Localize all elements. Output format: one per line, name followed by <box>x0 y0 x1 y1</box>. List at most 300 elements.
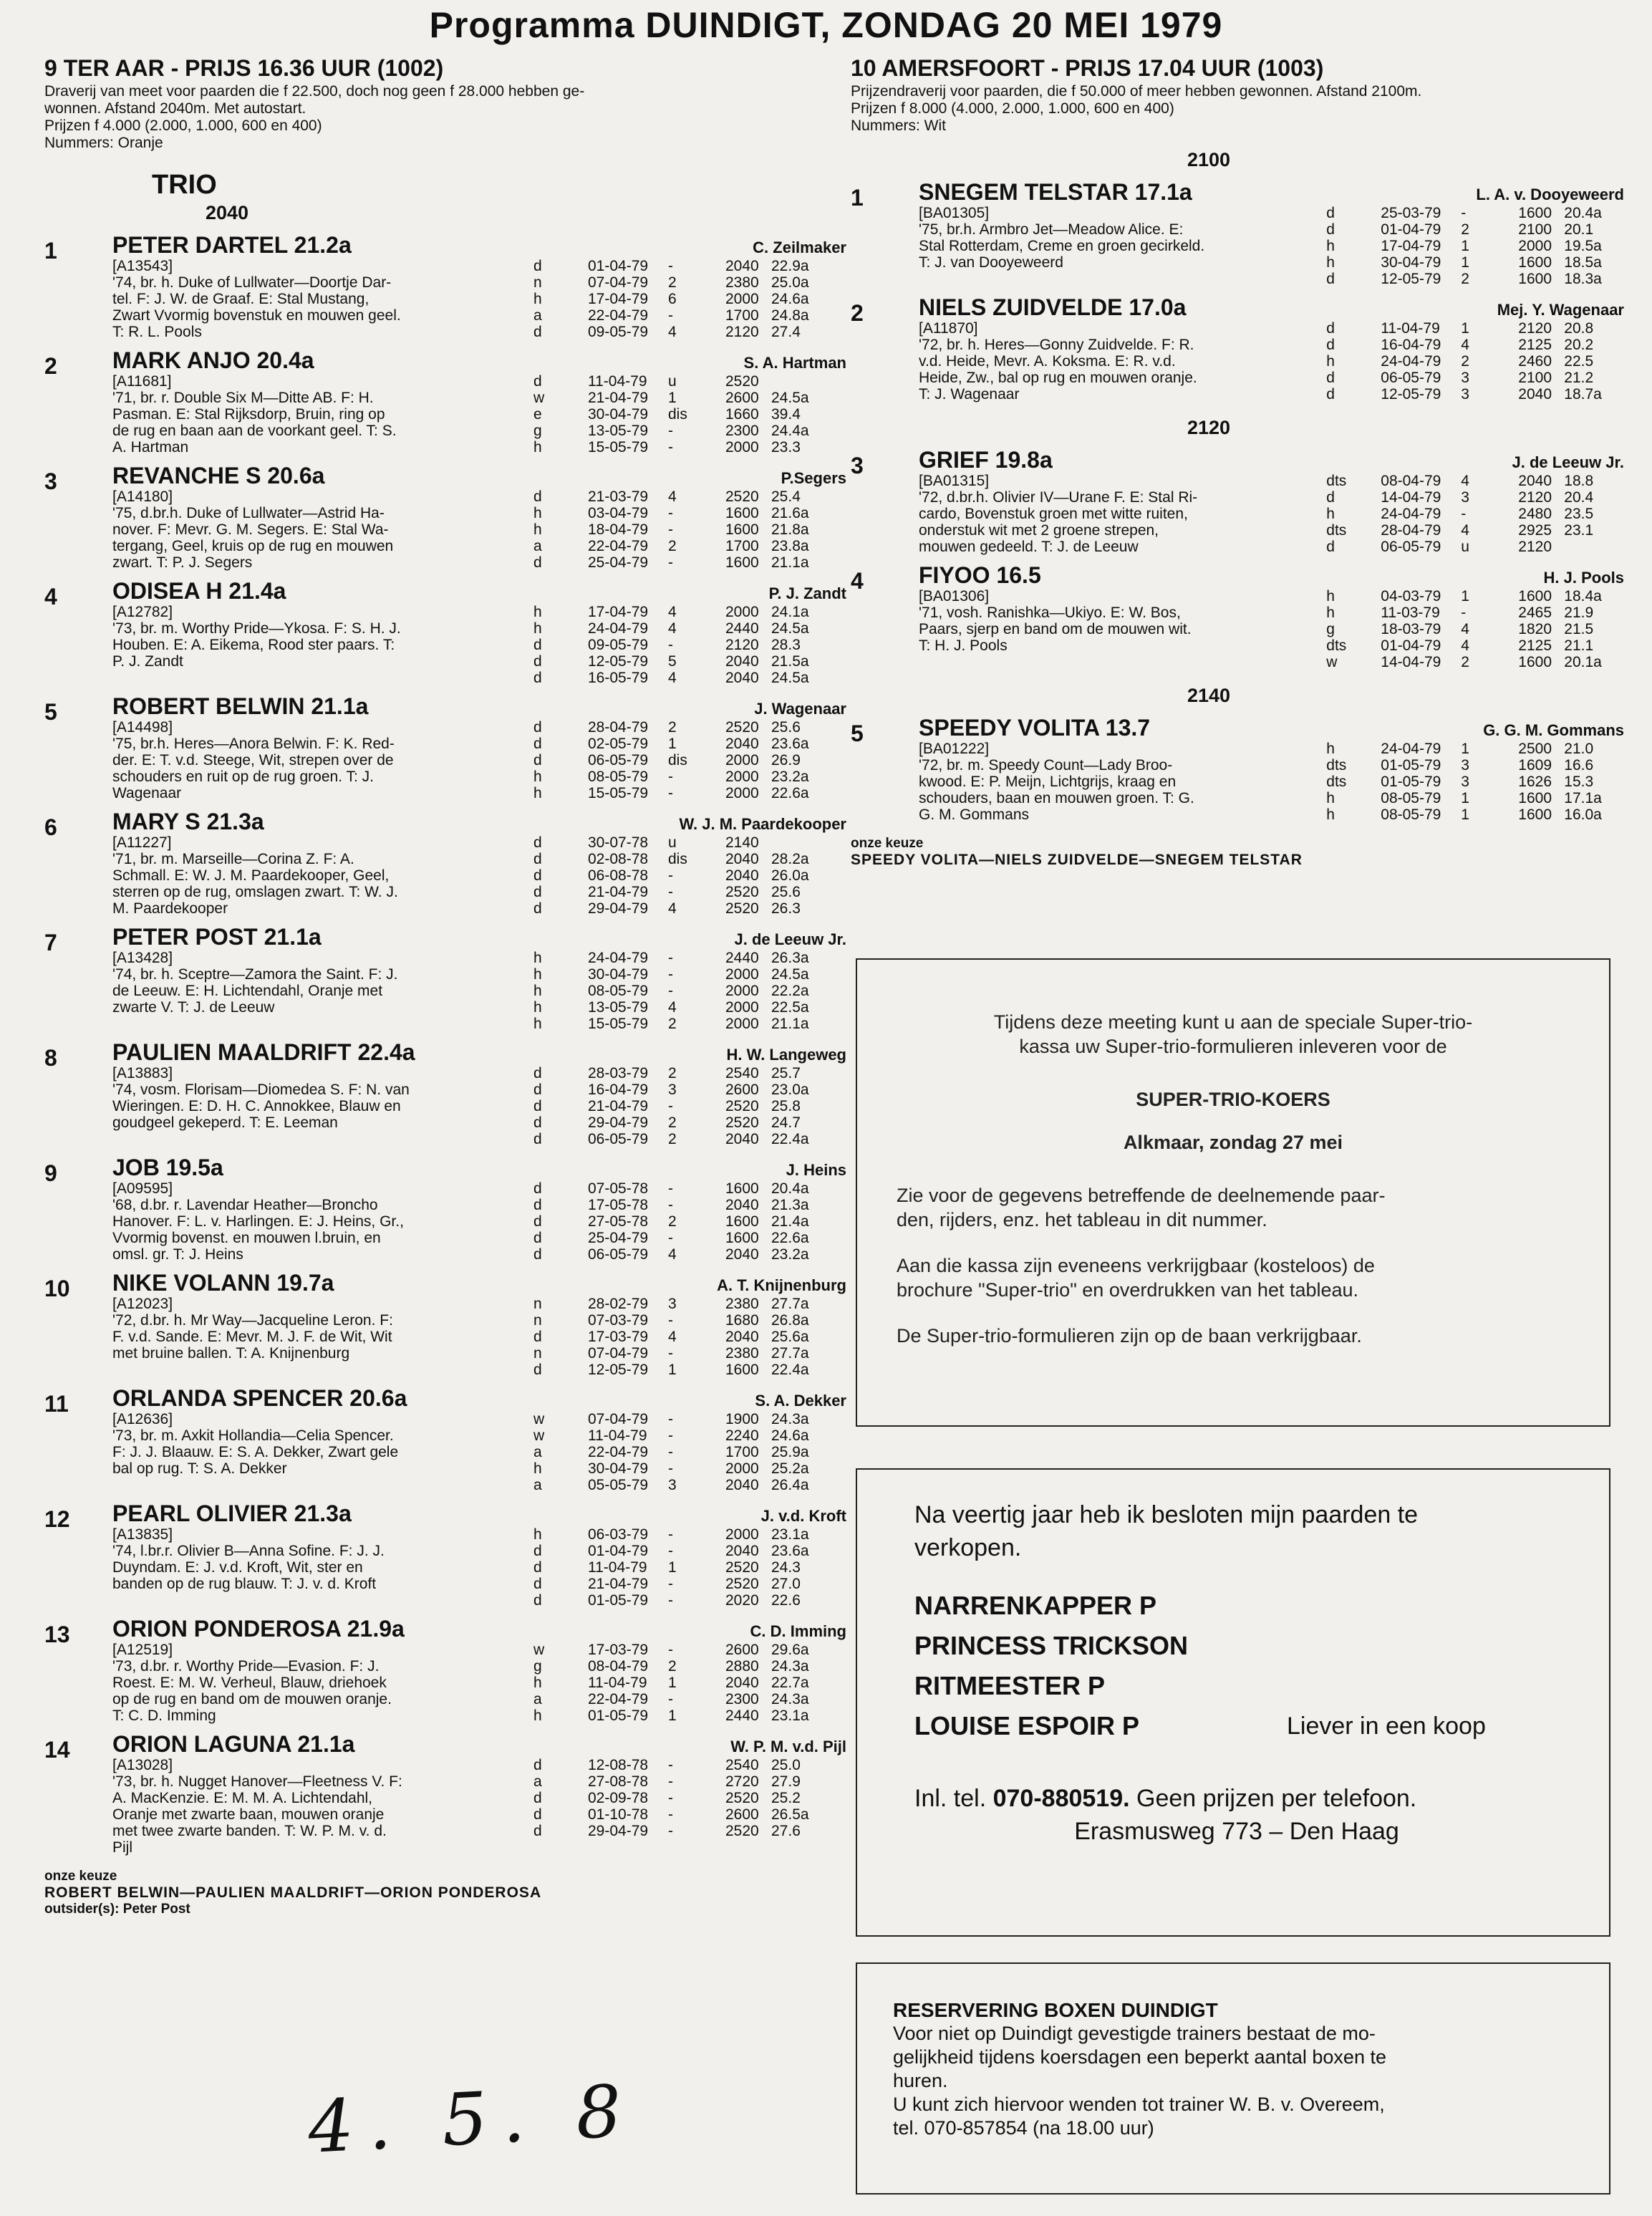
stat-distance: 2040 <box>725 736 759 752</box>
horse-desc-line: '71, br. m. Marseille—Corina Z. F: A. <box>112 851 354 867</box>
stat-track: d <box>533 1362 542 1378</box>
stat-row <box>533 1790 827 1806</box>
stat-distance: 2480 <box>1518 506 1552 522</box>
stat-date: 12-08-78 <box>588 1757 649 1773</box>
stat-track: h <box>1326 506 1335 522</box>
stat-distance: 2040 <box>725 258 759 274</box>
stat-distance: 2600 <box>725 1081 759 1098</box>
horse-description <box>112 373 513 456</box>
horse-desc-line: zwarte V. T: J. de Leeuw <box>112 999 275 1016</box>
stat-row <box>533 274 827 291</box>
horse-number: 9 <box>44 1160 57 1186</box>
horse-name: FIYOO 16.5 <box>919 562 1041 588</box>
stat-date: 21-04-79 <box>588 1576 649 1592</box>
sale-horse-name: RITMEESTER P <box>914 1671 1106 1700</box>
stat-date: 01-05-79 <box>1381 774 1441 790</box>
stat-distance: 2600 <box>725 390 759 406</box>
stat-date: 06-05-79 <box>588 752 649 769</box>
stat-row <box>533 1559 827 1576</box>
stat-row <box>533 604 827 620</box>
horse-desc-line: '74, br. h. Duke of Lullwater—Doortje Dar- <box>112 274 392 291</box>
stat-distance: 2040 <box>725 653 759 670</box>
stat-date: 04-03-79 <box>1381 588 1441 604</box>
stat-date: 11-04-79 <box>588 373 647 390</box>
stat-row <box>1326 506 1624 522</box>
stat-track: h <box>1326 254 1335 271</box>
stat-date: 11-04-79 <box>588 1559 647 1576</box>
stat-time: 24.8a <box>771 307 809 324</box>
stat-date: 18-04-79 <box>588 521 649 538</box>
horse-entry <box>851 562 1624 670</box>
horse-trainer: C. Zeilmaker <box>753 239 846 256</box>
horse-desc-line: '72, d.br.h. Olivier IV—Urane F. E: Stal Ri- <box>919 489 1198 506</box>
stat-time: 26.3 <box>771 900 801 917</box>
stat-track: h <box>1326 353 1335 370</box>
stat-track: d <box>533 1592 542 1609</box>
horse-desc-line: onderstuk wit met 2 groene strepen, <box>919 522 1159 539</box>
stat-time: 29.6a <box>771 1642 809 1658</box>
horse-trainer: P. J. Zandt <box>768 584 846 602</box>
stat-place: - <box>668 1642 673 1658</box>
stat-date: 18-03-79 <box>1381 621 1441 637</box>
horse-desc-line: goudgeel gekeperd. T: E. Leeman <box>112 1114 338 1131</box>
horse-desc-line: M. Paardekooper <box>112 900 228 917</box>
horse-number: 5 <box>44 699 57 725</box>
stat-place: 2 <box>668 1114 677 1131</box>
stat-track: d <box>533 1230 542 1246</box>
stat-time: 24.6a <box>771 291 809 307</box>
stat-track: a <box>533 1773 542 1790</box>
stat-row <box>533 1773 827 1790</box>
horse-name: GRIEF 19.8a <box>919 447 1053 473</box>
stat-row <box>533 1543 827 1559</box>
stat-place: - <box>668 1345 673 1362</box>
stat-row <box>1326 473 1624 489</box>
sale-tel <box>914 1782 1559 1815</box>
stat-place: 1 <box>1461 254 1469 271</box>
horse-desc-line: '73, br. m. Worthy Pride—Ykosa. F: S. H. J. <box>112 620 401 637</box>
stat-track: d <box>1326 337 1335 353</box>
horse-details <box>112 719 846 801</box>
stat-place: 1 <box>668 1707 677 1724</box>
stat-time: 24.3a <box>771 1691 809 1707</box>
horse-details <box>112 488 846 571</box>
stat-row <box>533 1362 827 1378</box>
horse-description <box>919 320 1315 403</box>
stat-distance: 2520 <box>725 900 759 917</box>
stat-track: d <box>533 1559 542 1576</box>
horse-name: MARY S 21.3a <box>112 809 264 834</box>
stat-place: 4 <box>668 604 677 620</box>
stat-time: 15.3 <box>1564 774 1594 790</box>
horse-desc-line: '71, vosh. Ranishka—Ukiyo. E: W. Bos, <box>919 604 1181 621</box>
p2-line: den, rijders, enz. het tableau in dit nummer. <box>897 1209 1267 1230</box>
race-9-title: 9 TER AAR - PRIJS 16.36 UUR (1002) <box>44 55 444 81</box>
horse-body <box>112 578 846 686</box>
stat-place: - <box>668 1823 673 1839</box>
race-desc-line: Nummers: Wit <box>851 117 946 134</box>
stat-distance: 1600 <box>725 521 759 538</box>
horse-desc-line: [A14498] <box>112 719 173 736</box>
horse-desc-line: '75, d.br.h. Duke of Lullwater—Astrid Ha- <box>112 505 385 521</box>
sale-note: Liever in een koop <box>1287 1712 1486 1740</box>
horse-description <box>112 1642 513 1724</box>
p3-line: brochure "Super-trio" en overdrukken van het tableau. <box>897 1279 1359 1301</box>
horse-details <box>112 1411 846 1493</box>
stat-place: 3 <box>668 1296 677 1312</box>
stat-distance: 2040 <box>1518 473 1552 489</box>
horse-name: SPEEDY VOLITA 13.7 <box>919 715 1151 741</box>
stat-place: 6 <box>668 291 677 307</box>
stat-place: 4 <box>668 900 677 917</box>
horse-header <box>112 463 846 488</box>
stat-track: h <box>533 439 542 456</box>
horse-details <box>112 1757 846 1856</box>
stat-track: h <box>1326 238 1335 254</box>
stat-track: dts <box>1326 637 1347 654</box>
stat-distance: 2540 <box>725 1065 759 1081</box>
stat-row <box>1326 254 1624 271</box>
stat-date: 01-04-79 <box>588 1543 649 1559</box>
reservation-line: gelijkheid tijdens koersdagen een beperkt aantal boxen te <box>893 2046 1386 2068</box>
stat-place: 2 <box>1461 271 1469 287</box>
horse-desc-line: A. MacKenzie. E: M. M. A. Lichtendahl, <box>112 1790 372 1806</box>
stat-distance: 2120 <box>1518 539 1552 555</box>
stat-track: d <box>533 1081 542 1098</box>
keuze-label-10: onze keuze <box>851 836 924 851</box>
horse-stats <box>533 1757 827 1856</box>
stat-date: 29-04-79 <box>588 1114 649 1131</box>
horse-name: ROBERT BELWIN 21.1a <box>112 693 369 719</box>
stat-time: 24.3a <box>771 1411 809 1427</box>
horse-entry <box>44 1270 846 1378</box>
stat-distance: 2240 <box>725 1427 759 1444</box>
stat-row <box>533 769 827 785</box>
horse-header <box>919 179 1624 205</box>
horse-desc-line: Pijl <box>112 1839 133 1856</box>
stat-place: - <box>1461 205 1467 221</box>
stat-row <box>533 1757 827 1773</box>
stat-date: 21-04-79 <box>588 1098 649 1114</box>
horse-desc-line: [BA01222] <box>919 741 990 757</box>
stat-row <box>533 1098 827 1114</box>
stat-distance: 2440 <box>725 1707 759 1724</box>
stat-place: 2 <box>668 274 677 291</box>
stat-distance: 2520 <box>725 1790 759 1806</box>
stat-place: - <box>668 867 673 884</box>
stat-row <box>533 1296 827 1312</box>
stat-time: 27.9 <box>771 1773 801 1790</box>
stat-date: 08-04-79 <box>588 1658 649 1675</box>
horse-desc-line: Paars, sjerp en band om de mouwen wit. <box>919 621 1192 637</box>
stat-date: 15-05-79 <box>588 1016 649 1032</box>
super-trio-box <box>856 958 1610 1427</box>
stat-place: 2 <box>668 1213 677 1230</box>
horse-header <box>112 693 846 719</box>
horse-desc-line: F. v.d. Sande. E: Mevr. M. J. F. de Wit, Wit <box>112 1329 392 1345</box>
stat-track: a <box>533 1477 542 1493</box>
stat-date: 16-04-79 <box>1381 337 1441 353</box>
horse-header <box>112 232 846 258</box>
stat-track: h <box>1326 588 1335 604</box>
horse-desc-line: [A11870] <box>919 320 978 337</box>
stat-distance: 1600 <box>1518 271 1552 287</box>
stat-row <box>533 851 827 867</box>
stat-track: a <box>533 1691 542 1707</box>
horse-trainer: J. de Leeuw Jr. <box>734 930 846 948</box>
stat-track: dts <box>1326 774 1347 790</box>
stat-track: h <box>533 966 542 983</box>
stat-track: d <box>533 752 542 769</box>
p3-line: Aan die kassa zijn eveneens verkrijgbaar (kosteloos) de <box>897 1255 1375 1276</box>
stat-place: 2 <box>1461 221 1469 238</box>
intro-line: kassa uw Super-trio-formulieren inleveren voor de <box>1019 1036 1447 1057</box>
horse-stats <box>533 950 827 1032</box>
horse-desc-line: '71, br. r. Double Six M—Ditte AB. F: H. <box>112 390 374 406</box>
horse-stats <box>533 488 827 571</box>
horse-description <box>112 950 513 1032</box>
stat-time: 26.9 <box>771 752 801 769</box>
stat-row <box>533 719 827 736</box>
stat-row <box>533 1197 827 1213</box>
horse-number: 3 <box>44 468 57 494</box>
stat-row <box>533 1592 827 1609</box>
stat-row <box>1326 238 1624 254</box>
horse-header <box>919 447 1624 473</box>
stat-time: 20.1 <box>1564 221 1594 238</box>
stat-row <box>533 1131 827 1147</box>
stat-row <box>533 1658 827 1675</box>
stat-row <box>533 1213 827 1230</box>
reservation-line: Voor niet op Duindigt gevestigde trainers bestaat de mo- <box>893 2023 1376 2044</box>
horse-description <box>112 1296 513 1378</box>
stat-place: - <box>1461 604 1467 621</box>
stat-place: - <box>668 785 673 801</box>
stat-distance: 2000 <box>725 769 759 785</box>
stat-time: 21.1a <box>771 1016 809 1032</box>
horse-desc-line: kwood. E: P. Meijn, Lichtgrijs, kraag en <box>919 774 1177 790</box>
horse-number: 1 <box>851 185 864 211</box>
stat-row <box>533 538 827 554</box>
stat-row <box>533 900 827 917</box>
horse-name: PETER POST 21.1a <box>112 924 322 950</box>
stat-time: 25.8 <box>771 1098 801 1114</box>
stat-distance: 2040 <box>1518 386 1552 403</box>
stat-track: d <box>533 637 542 653</box>
stat-track: d <box>533 373 542 390</box>
stat-place: 4 <box>668 1246 677 1263</box>
stat-row <box>1326 790 1624 806</box>
stat-date: 07-04-79 <box>588 1411 649 1427</box>
stat-place: 3 <box>668 1081 677 1098</box>
stat-row <box>533 1675 827 1691</box>
horse-desc-line: cardo, Bovenstuk groen met witte ruiten, <box>919 506 1188 522</box>
horse-number: 12 <box>44 1506 70 1532</box>
horse-details <box>112 258 846 340</box>
stat-track: h <box>533 620 542 637</box>
super-trio-p3 <box>897 1253 1570 1302</box>
stat-distance: 1900 <box>725 1411 759 1427</box>
horse-stats <box>1326 320 1624 403</box>
stat-distance: 2040 <box>725 851 759 867</box>
stat-date: 12-05-79 <box>588 1362 649 1378</box>
stat-track: d <box>1326 489 1335 506</box>
horse-desc-line: bal op rug. T: S. A. Dekker <box>112 1460 287 1477</box>
stat-place: 4 <box>1461 337 1469 353</box>
stat-track: e <box>533 406 542 423</box>
stat-time: 26.8a <box>771 1312 809 1329</box>
stat-row <box>1326 654 1624 670</box>
stat-track: n <box>533 1345 542 1362</box>
stat-track: d <box>533 1131 542 1147</box>
horse-desc-line: schouders, baan en mouwen groen. T: G. <box>919 790 1194 806</box>
stat-time: 22.2a <box>771 983 809 999</box>
stat-row <box>533 752 827 769</box>
stat-distance: 2000 <box>725 1016 759 1032</box>
horse-desc-line: Vvormig bovenst. en mouwen l.bruin, en <box>112 1230 381 1246</box>
stat-time: 21.3a <box>771 1197 809 1213</box>
stat-place: 1 <box>668 1362 677 1378</box>
horse-stats <box>1326 473 1624 555</box>
race-10-description <box>851 83 1624 135</box>
stat-date: 30-04-79 <box>588 1460 649 1477</box>
stat-row <box>533 373 827 390</box>
stat-date: 09-05-79 <box>588 637 649 653</box>
stat-row <box>533 1576 827 1592</box>
horse-entry <box>44 232 846 340</box>
horse-details <box>919 320 1624 403</box>
trio-label: TRIO <box>152 170 217 200</box>
stat-distance: 2000 <box>1518 238 1552 254</box>
stat-track: d <box>533 1806 542 1823</box>
horse-description <box>112 1411 513 1493</box>
stat-row <box>1326 337 1624 353</box>
horse-number: 3 <box>851 453 864 478</box>
horse-entry <box>851 294 1624 403</box>
stat-track: d <box>533 736 542 752</box>
stat-distance: 2300 <box>725 1691 759 1707</box>
stat-date: 01-05-79 <box>1381 757 1441 774</box>
stat-place: dis <box>668 406 687 423</box>
stat-date: 08-05-79 <box>1381 790 1441 806</box>
horse-body <box>112 1731 846 1856</box>
horse-name: NIKE VOLANN 19.7a <box>112 1270 334 1296</box>
stat-row <box>533 1691 827 1707</box>
p2-line: Zie voor de gegevens betreffende de deelnemende paar- <box>897 1185 1386 1206</box>
stat-track: h <box>533 769 542 785</box>
stat-distance: 1660 <box>725 406 759 423</box>
horse-name: PAULIEN MAALDRIFT 22.4a <box>112 1039 415 1065</box>
stat-place: 4 <box>668 670 677 686</box>
horse-desc-line: '68, d.br. r. Lavendar Heather—Broncho <box>112 1197 378 1213</box>
horse-desc-line: [A12782] <box>112 604 173 620</box>
sale-horse <box>914 1706 1559 1746</box>
stat-time: 25.2a <box>771 1460 809 1477</box>
stat-place: - <box>668 439 673 456</box>
stat-track: h <box>1326 604 1335 621</box>
horse-description <box>919 473 1315 555</box>
stat-place: 4 <box>668 620 677 637</box>
stat-date: 21-04-79 <box>588 884 649 900</box>
stat-row <box>533 1312 827 1329</box>
stat-track: dts <box>1326 757 1347 774</box>
stat-place: - <box>668 983 673 999</box>
stat-place: u <box>1461 539 1469 555</box>
stat-row <box>533 324 827 340</box>
stat-time: 22.5a <box>771 999 809 1016</box>
stat-distance: 2500 <box>1518 741 1552 757</box>
stat-distance: 2100 <box>1518 370 1552 386</box>
horse-desc-line: T: H. J. Pools <box>919 637 1008 654</box>
stat-distance: 2440 <box>725 620 759 637</box>
sale-horse <box>914 1586 1559 1626</box>
horse-desc-line: '72, br. m. Speedy Count—Lady Broo- <box>919 757 1173 774</box>
keuze-text: ROBERT BELWIN—PAULIEN MAALDRIFT—ORION PONDEROSA <box>44 1884 542 1901</box>
stat-place: - <box>668 307 673 324</box>
horse-desc-line: Wagenaar <box>112 785 182 801</box>
outsider-text: outsider(s): Peter Post <box>44 1902 190 1917</box>
stat-date: 07-05-78 <box>588 1180 649 1197</box>
stat-time: 23.2a <box>771 769 809 785</box>
horse-sale-box <box>856 1468 1610 1937</box>
stat-place: 2 <box>668 1131 677 1147</box>
stat-date: 01-05-79 <box>588 1592 649 1609</box>
horse-description <box>112 719 513 801</box>
horse-header <box>112 578 846 604</box>
stat-date: 24-04-79 <box>1381 353 1441 370</box>
horse-header <box>112 1731 846 1757</box>
horse-details <box>919 588 1624 670</box>
stat-time: 21.8a <box>771 521 809 538</box>
horse-entry <box>851 447 1624 555</box>
horse-stats <box>533 1411 827 1493</box>
stat-time: 21.1a <box>771 554 809 571</box>
stat-place: - <box>668 966 673 983</box>
horse-trainer: H. W. Langeweg <box>726 1046 846 1064</box>
stat-track: h <box>533 1675 542 1691</box>
stat-time: 24.3 <box>771 1559 801 1576</box>
horse-trainer: S. A. Dekker <box>755 1392 846 1410</box>
stat-row <box>1326 774 1624 790</box>
stat-date: 24-04-79 <box>588 620 649 637</box>
stat-row <box>533 1329 827 1345</box>
stat-time: 23.1a <box>771 1707 809 1724</box>
stat-row <box>533 834 827 851</box>
stat-row <box>533 505 827 521</box>
stat-track: w <box>533 1411 545 1427</box>
stat-row <box>1326 637 1624 654</box>
stat-date: 17-05-78 <box>588 1197 649 1213</box>
stat-date: 25-03-79 <box>1381 205 1441 221</box>
horse-body <box>112 347 846 456</box>
horse-details <box>112 834 846 917</box>
stat-time: 20.4a <box>771 1180 809 1197</box>
stat-distance: 2465 <box>1518 604 1552 621</box>
sale-horse <box>914 1626 1559 1666</box>
stat-date: 13-05-79 <box>588 999 649 1016</box>
stat-date: 30-04-79 <box>588 406 649 423</box>
page-title: Programma DUINDIGT, ZONDAG 20 MEI 1979 <box>429 5 1223 45</box>
stat-track: d <box>533 554 542 571</box>
horse-desc-line: Heide, Zw., bal op rug en mouwen oranje. <box>919 370 1197 386</box>
horse-number: 14 <box>44 1737 70 1763</box>
stat-row <box>533 966 827 983</box>
stat-date: 17-04-79 <box>1381 238 1441 254</box>
horse-trainer: J. Heins <box>786 1161 846 1179</box>
horse-desc-line: Duyndam. E: J. v.d. Kroft, Wit, ster en <box>112 1559 363 1576</box>
horse-desc-line: '75, br.h. Armbro Jet—Meadow Alice. E: <box>919 221 1184 238</box>
horse-desc-line: '73, br. m. Axkit Hollandia—Celia Spencer. <box>112 1427 394 1444</box>
